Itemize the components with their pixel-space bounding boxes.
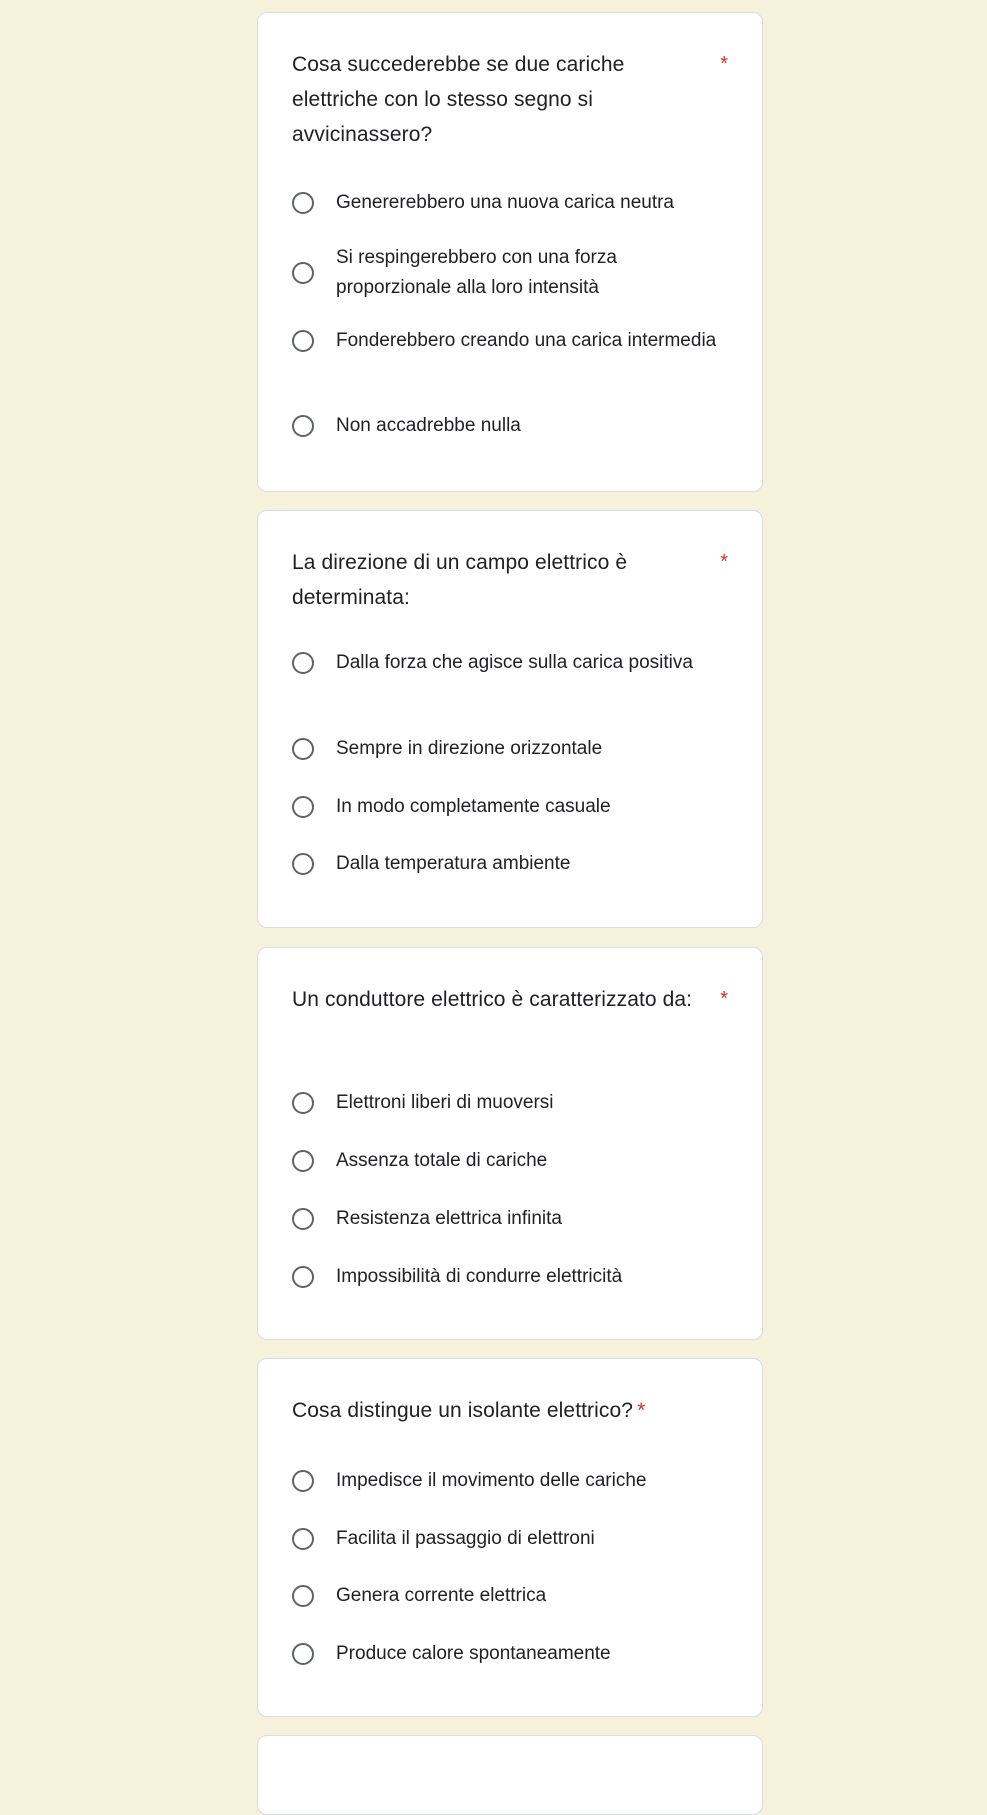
question-card-3 xyxy=(257,947,763,1340)
question-text: Un conduttore elettrico è caratterizzato da: xyxy=(292,988,693,1011)
option-label: Produce calore spontaneamente xyxy=(336,1643,611,1664)
option-label: Genera corrente elettrica xyxy=(336,1585,547,1606)
required-asterisk: * xyxy=(637,1399,646,1422)
option-label: Facilita il passaggio di elettroni xyxy=(336,1528,595,1549)
question-text-content: Cosa distingue un isolante elettrico? xyxy=(292,1399,634,1422)
radio-button-icon[interactable] xyxy=(292,1208,314,1230)
radio-option[interactable] xyxy=(292,1466,732,1496)
radio-option[interactable] xyxy=(292,326,732,356)
option-label: Assenza totale di cariche xyxy=(336,1150,548,1171)
required-asterisk: * xyxy=(720,53,728,75)
question-text xyxy=(292,1393,702,1428)
option-label: In modo completamente casuale xyxy=(336,796,611,817)
radio-button-icon[interactable] xyxy=(292,1150,314,1172)
required-asterisk: * xyxy=(720,551,728,573)
option-label: Dalla forza che agisce sulla carica positiva xyxy=(336,652,693,673)
radio-option[interactable] xyxy=(292,188,732,218)
radio-button-icon[interactable] xyxy=(292,192,314,214)
option-label: Non accadrebbe nulla xyxy=(336,415,521,436)
option-label: Impossibilità di condurre elettricità xyxy=(336,1266,623,1287)
question-text: La direzione di un campo elettrico è determinata: xyxy=(292,551,628,609)
radio-button-icon[interactable] xyxy=(292,330,314,352)
radio-option[interactable] xyxy=(292,1639,732,1669)
radio-option[interactable] xyxy=(292,792,732,822)
option-label: Genererebbero una nuova carica neutra xyxy=(336,192,675,213)
radio-button-icon[interactable] xyxy=(292,1266,314,1288)
radio-option[interactable] xyxy=(292,648,732,678)
option-label: Elettroni liberi di muoversi xyxy=(336,1092,554,1113)
radio-option[interactable] xyxy=(292,1088,732,1118)
option-label: Fonderebbero creando una carica intermedia xyxy=(336,330,717,351)
radio-button-icon[interactable] xyxy=(292,1643,314,1665)
radio-button-icon[interactable] xyxy=(292,796,314,818)
option-label: Resistenza elettrica infinita xyxy=(336,1208,562,1229)
radio-button-icon[interactable] xyxy=(292,738,314,760)
radio-button-icon[interactable] xyxy=(292,262,314,284)
radio-option[interactable] xyxy=(292,1524,732,1554)
option-label: Dalla temperatura ambiente xyxy=(336,853,571,874)
question-card-4 xyxy=(257,1358,763,1717)
radio-button-icon[interactable] xyxy=(292,1585,314,1607)
radio-option[interactable] xyxy=(292,411,732,441)
radio-button-icon[interactable] xyxy=(292,415,314,437)
radio-button-icon[interactable] xyxy=(292,853,314,875)
radio-option[interactable] xyxy=(292,849,732,879)
option-label: Sempre in direzione orizzontale xyxy=(336,738,603,759)
option-label: Impedisce il movimento delle cariche xyxy=(336,1470,647,1491)
radio-option[interactable] xyxy=(292,1204,732,1234)
radio-button-icon[interactable] xyxy=(292,1470,314,1492)
question-card-2 xyxy=(257,510,763,928)
radio-option[interactable] xyxy=(292,734,732,764)
question-card-5-partial xyxy=(257,1735,763,1815)
option-label: Si respingerebbero con una forza proporzionale alla loro intensità xyxy=(336,247,617,298)
radio-button-icon[interactable] xyxy=(292,1528,314,1550)
radio-option[interactable] xyxy=(292,243,732,303)
question-card-1 xyxy=(257,12,763,492)
radio-button-icon[interactable] xyxy=(292,1092,314,1114)
radio-button-icon[interactable] xyxy=(292,652,314,674)
question-text: Cosa succederebbe se due cariche elettriche con lo stesso segno si avvicinassero? xyxy=(292,53,625,146)
radio-option[interactable] xyxy=(292,1581,732,1611)
radio-option[interactable] xyxy=(292,1146,732,1176)
radio-option[interactable] xyxy=(292,1262,732,1292)
required-asterisk: * xyxy=(720,988,728,1010)
